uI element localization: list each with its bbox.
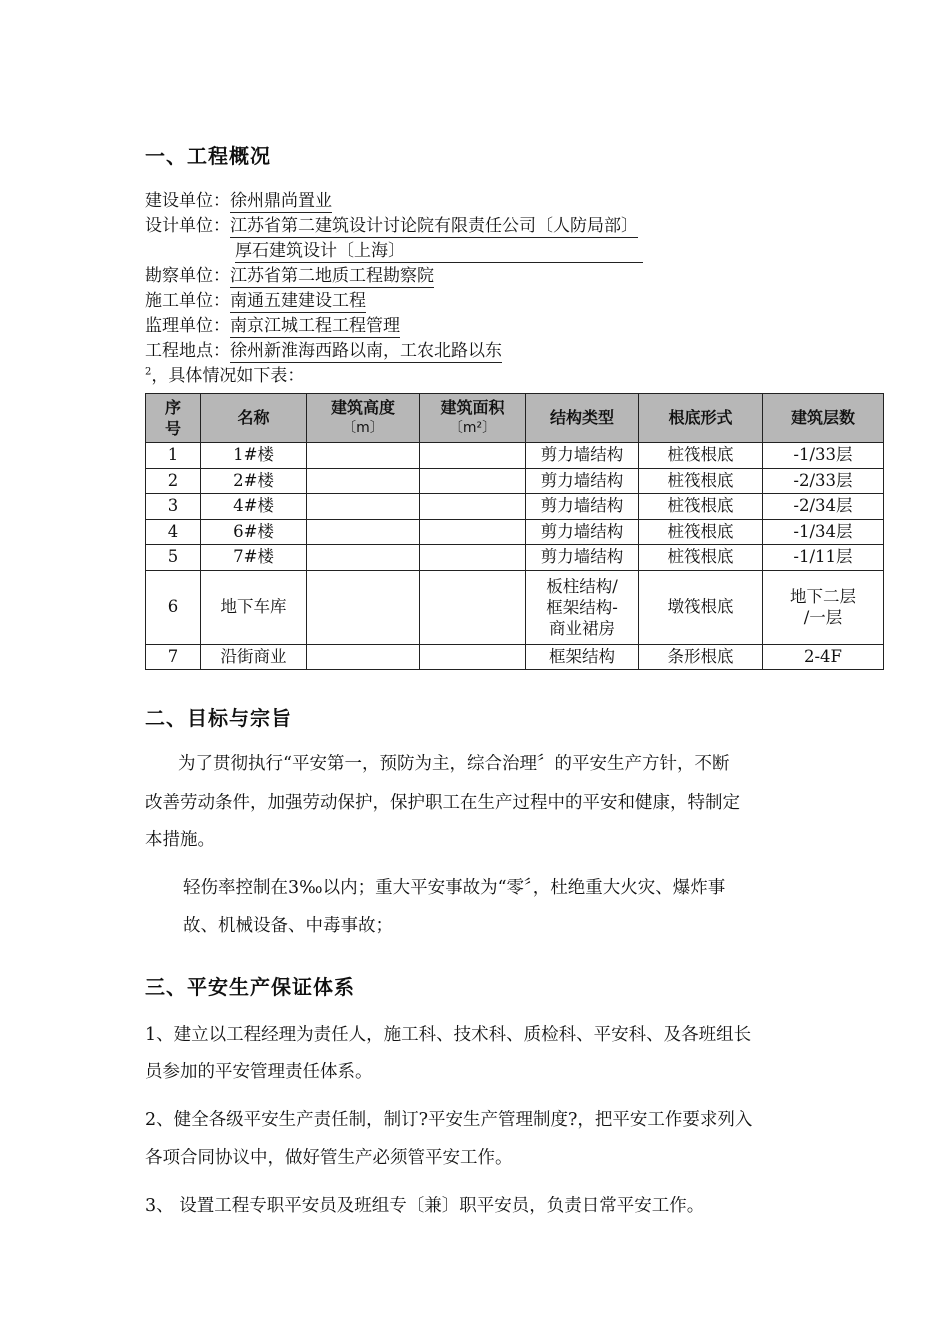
cell-structure: 剪力墙结构 <box>526 494 639 520</box>
cell-name: 1#楼 <box>201 443 307 469</box>
cell-seq: 6 <box>146 570 201 644</box>
cell-area <box>420 494 526 520</box>
table-row <box>146 519 884 545</box>
info-value: 江苏省第二地质工程勘察院 <box>230 266 434 286</box>
system-item-line: 2、健全各级平安生产责任制，制订?平安生产管理制度?，把平安工作要求列入 <box>145 1110 753 1130</box>
cell-height <box>307 570 420 644</box>
info-value: 厚石建筑设计〔上海〕 <box>235 241 643 263</box>
info-label: 建设单位： <box>145 191 230 211</box>
cell-floors: -1/11层 <box>763 545 884 571</box>
cell-foundation: 墩筏根底 <box>639 570 763 644</box>
cell-structure: 框架结构 <box>526 644 639 670</box>
cell-structure: 剪力墙结构 <box>526 443 639 469</box>
cell-floors: 地下二层 /一层 <box>763 570 884 644</box>
cell-floors: -1/34层 <box>763 519 884 545</box>
section1-title: 一、工程概况 <box>145 144 271 168</box>
cell-height <box>307 519 420 545</box>
cell-foundation: 桩筏根底 <box>639 443 763 469</box>
section2-title: 二、目标与宗旨 <box>145 706 292 730</box>
header-structure: 结构类型 <box>526 394 639 443</box>
cell-structure: 剪力墙结构 <box>526 519 639 545</box>
table-header-row <box>146 394 884 443</box>
cell-area <box>420 468 526 494</box>
table-row <box>146 443 884 469</box>
info-line-location <box>145 336 502 361</box>
cell-foundation: 桩筏根底 <box>639 494 763 520</box>
system-item-line: 员参加的平安管理责任体系。 <box>145 1062 373 1082</box>
info-label: 监理单位： <box>145 316 230 336</box>
project-table <box>145 393 884 670</box>
cell-seq: 5 <box>146 545 201 571</box>
table-row <box>146 545 884 571</box>
cell-area <box>420 545 526 571</box>
table-intro-note <box>145 361 304 386</box>
cell-floors: -2/34层 <box>763 494 884 520</box>
info-label: 设计单位： <box>145 216 230 236</box>
cell-structure: 板柱结构/ 框架结构- 商业裙房 <box>526 570 639 644</box>
header-name: 名称 <box>201 394 307 443</box>
cell-height <box>307 494 420 520</box>
info-value: 南京江城工程工程管理 <box>230 316 400 336</box>
header-seq: 序 号 <box>146 394 201 443</box>
target-paragraph-line: 故、机械设备、中毒事故； <box>183 916 393 936</box>
cell-name: 地下车库 <box>201 570 307 644</box>
cell-seq: 3 <box>146 494 201 520</box>
info-value: 南通五建建设工程 <box>230 291 366 311</box>
info-line-constructor <box>145 286 366 311</box>
header-area: 建筑面积 〔m²〕 <box>420 394 526 443</box>
goal-paragraph-line: 为了贯彻执行“平安第一，预防为主，综合治理〞的平安生产方针，不断 <box>178 754 730 774</box>
info-line-designer <box>145 211 638 236</box>
section3-title: 三、平安生产保证体系 <box>145 975 355 999</box>
table-row <box>146 494 884 520</box>
cell-height <box>307 545 420 571</box>
cell-area <box>420 570 526 644</box>
table-row <box>146 468 884 494</box>
table-row <box>146 570 884 644</box>
cell-name: 4#楼 <box>201 494 307 520</box>
cell-seq: 7 <box>146 644 201 670</box>
cell-foundation: 桩筏根底 <box>639 519 763 545</box>
cell-name: 沿街商业 <box>201 644 307 670</box>
info-value: 徐州鼎尚置业 <box>230 191 332 211</box>
goal-paragraph-line: 改善劳动条件，加强劳动保护，保护职工在生产过程中的平安和健康，特制定 <box>145 793 740 813</box>
system-item-line: 3、 设置工程专职平安员及班组专〔兼〕职平安员，负责日常平安工作。 <box>145 1196 705 1216</box>
cell-height <box>307 443 420 469</box>
system-item-line: 各项合同协议中，做好管生产必须管平安工作。 <box>145 1148 513 1168</box>
header-foundation: 根底形式 <box>639 394 763 443</box>
info-line-designer-2 <box>235 236 643 261</box>
cell-name: 6#楼 <box>201 519 307 545</box>
info-line-supervisor <box>145 311 400 336</box>
info-value: 徐州新淮海西路以南，工农北路以东 <box>230 341 502 361</box>
cell-structure: 剪力墙结构 <box>526 468 639 494</box>
cell-structure: 剪力墙结构 <box>526 545 639 571</box>
header-floors: 建筑层数 <box>763 394 884 443</box>
cell-floors: -1/33层 <box>763 443 884 469</box>
table-row <box>146 644 884 670</box>
cell-area <box>420 519 526 545</box>
cell-height <box>307 468 420 494</box>
header-height: 建筑高度 〔m〕 <box>307 394 420 443</box>
cell-floors: 2-4F <box>763 644 884 670</box>
cell-seq: 1 <box>146 443 201 469</box>
cell-area <box>420 644 526 670</box>
goal-paragraph-line: 本措施。 <box>145 830 215 850</box>
info-line-survey <box>145 261 434 286</box>
cell-foundation: 桩筏根底 <box>639 545 763 571</box>
system-item-line: 1、建立以工程经理为责任人，施工科、技术科、质检科、平安科、及各班组长 <box>145 1025 752 1045</box>
info-label: 勘察单位： <box>145 266 230 286</box>
cell-area <box>420 443 526 469</box>
cell-height <box>307 644 420 670</box>
info-label: 工程地点： <box>145 341 230 361</box>
target-paragraph-line: 轻伤率控制在3‰以内；重大平安事故为“零〞，杜绝重大火灾、爆炸事 <box>183 878 726 898</box>
cell-foundation: 桩筏根底 <box>639 468 763 494</box>
cell-name: 2#楼 <box>201 468 307 494</box>
cell-seq: 2 <box>146 468 201 494</box>
cell-floors: -2/33层 <box>763 468 884 494</box>
note-text: ，具体情况如下表： <box>151 366 305 386</box>
info-value: 江苏省第二建筑设计讨论院有限责任公司〔人防局部〕 <box>230 216 638 236</box>
cell-foundation: 条形根底 <box>639 644 763 670</box>
note-superscript: 2 <box>145 366 152 378</box>
info-label: 施工单位： <box>145 291 230 311</box>
info-line-developer <box>145 186 332 211</box>
cell-seq: 4 <box>146 519 201 545</box>
cell-name: 7#楼 <box>201 545 307 571</box>
